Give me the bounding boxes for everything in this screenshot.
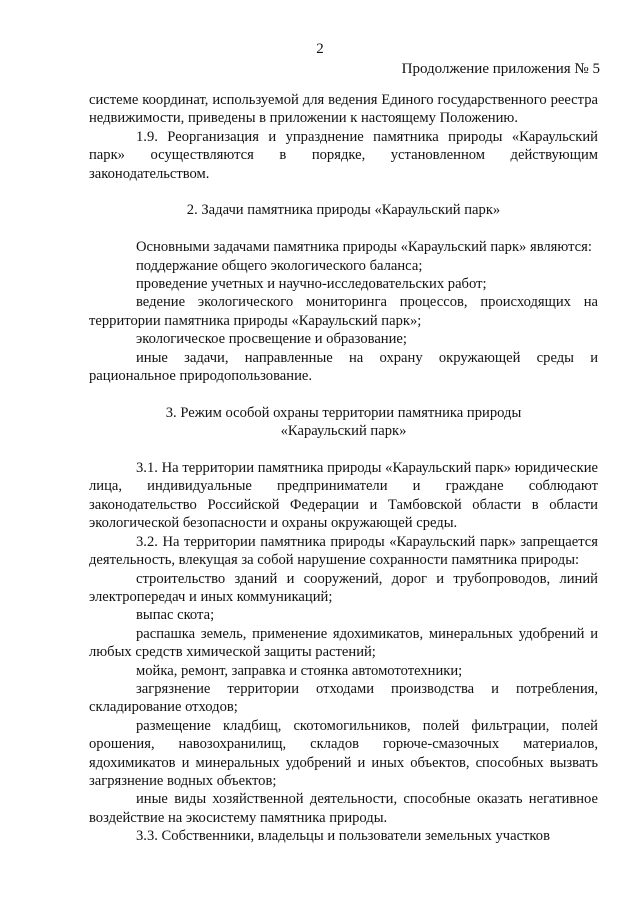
task-item: поддержание общего экологического баланса; xyxy=(136,257,423,274)
prohibited-item: мойка, ремонт, заправка и стоянка автомототехники; xyxy=(136,662,463,679)
task-item: проведение учетных и научно-исследовательских работ; xyxy=(136,276,487,293)
task-item: ведение экологического мониторинга процессов, происходящих на территории памятника природы «Караульский парк»; xyxy=(89,294,598,329)
paragraph-1-9: 1.9. Реорганизация и упразднение памятника природы «Караульский парк» осуществляются в порядке, установленном действующим законодательством. xyxy=(89,128,598,182)
section-3-heading-line-1: 3. Режим особой охраны территории памятника природы xyxy=(165,404,522,421)
prohibited-item: выпас скота; xyxy=(136,607,215,624)
prohibited-item: размещение кладбищ, скотомогильников, полей фильтрации, полей орошения, навозохранилищ, складов горюче-смазочных материалов, ядохимикатов и минеральных удобрений и иных объектов, способных вызвать загрязнение водных объектов; xyxy=(89,717,598,789)
paragraph-coordinates-continuation: системе координат, используемой для ведения Единого государственного реестра недвижимости, приведены в приложении к настоящему Положению. xyxy=(89,92,598,127)
section-2-intro: Основными задачами памятника природы «Караульский парк» являются: xyxy=(136,239,592,256)
paragraph-3-1: 3.1. На территории памятника природы «Караульский парк» юридические лица, индивидуальные предприниматели и граждане соблюдают законодательство Российской Федерации и Тамбовской области в области экологической безопасности и охраны окружающей среды. xyxy=(89,460,598,532)
section-3-heading-line-2: «Караульский парк» xyxy=(280,423,407,440)
paragraph-3-2: 3.2. На территории памятника природы «Караульский парк» запрещается деятельность, влекущая за собой нарушение сохранности памятника природы: xyxy=(89,533,598,569)
document-body xyxy=(89,91,598,846)
page-number: 2 xyxy=(316,41,324,57)
paragraph-3-3-start: 3.3. Собственники, владельцы и пользователи земельных участков xyxy=(136,828,550,845)
prohibited-item: распашка земель, применение ядохимикатов, минеральных удобрений и любых средств химической защиты растений; xyxy=(89,625,598,661)
appendix-continuation-note: Продолжение приложения № 5 xyxy=(401,61,600,77)
prohibited-item: иные виды хозяйственной деятельности, способные оказать негативное воздействие на экосистему памятника природы. xyxy=(89,791,598,826)
prohibited-item: строительство зданий и сооружений, дорог и трубопроводов, линий электропередач и иных коммуникаций; xyxy=(89,570,598,605)
prohibited-item: загрязнение территории отходами производства и потребления, складирование отходов; xyxy=(89,680,598,716)
task-item: экологическое просвещение и образование; xyxy=(136,331,407,348)
task-item: иные задачи, направленные на охрану окружающей среды и рациональное природопользование. xyxy=(89,349,598,385)
section-2-heading: 2. Задачи памятника природы «Караульский парк» xyxy=(186,202,501,219)
section-3-heading xyxy=(89,404,598,441)
